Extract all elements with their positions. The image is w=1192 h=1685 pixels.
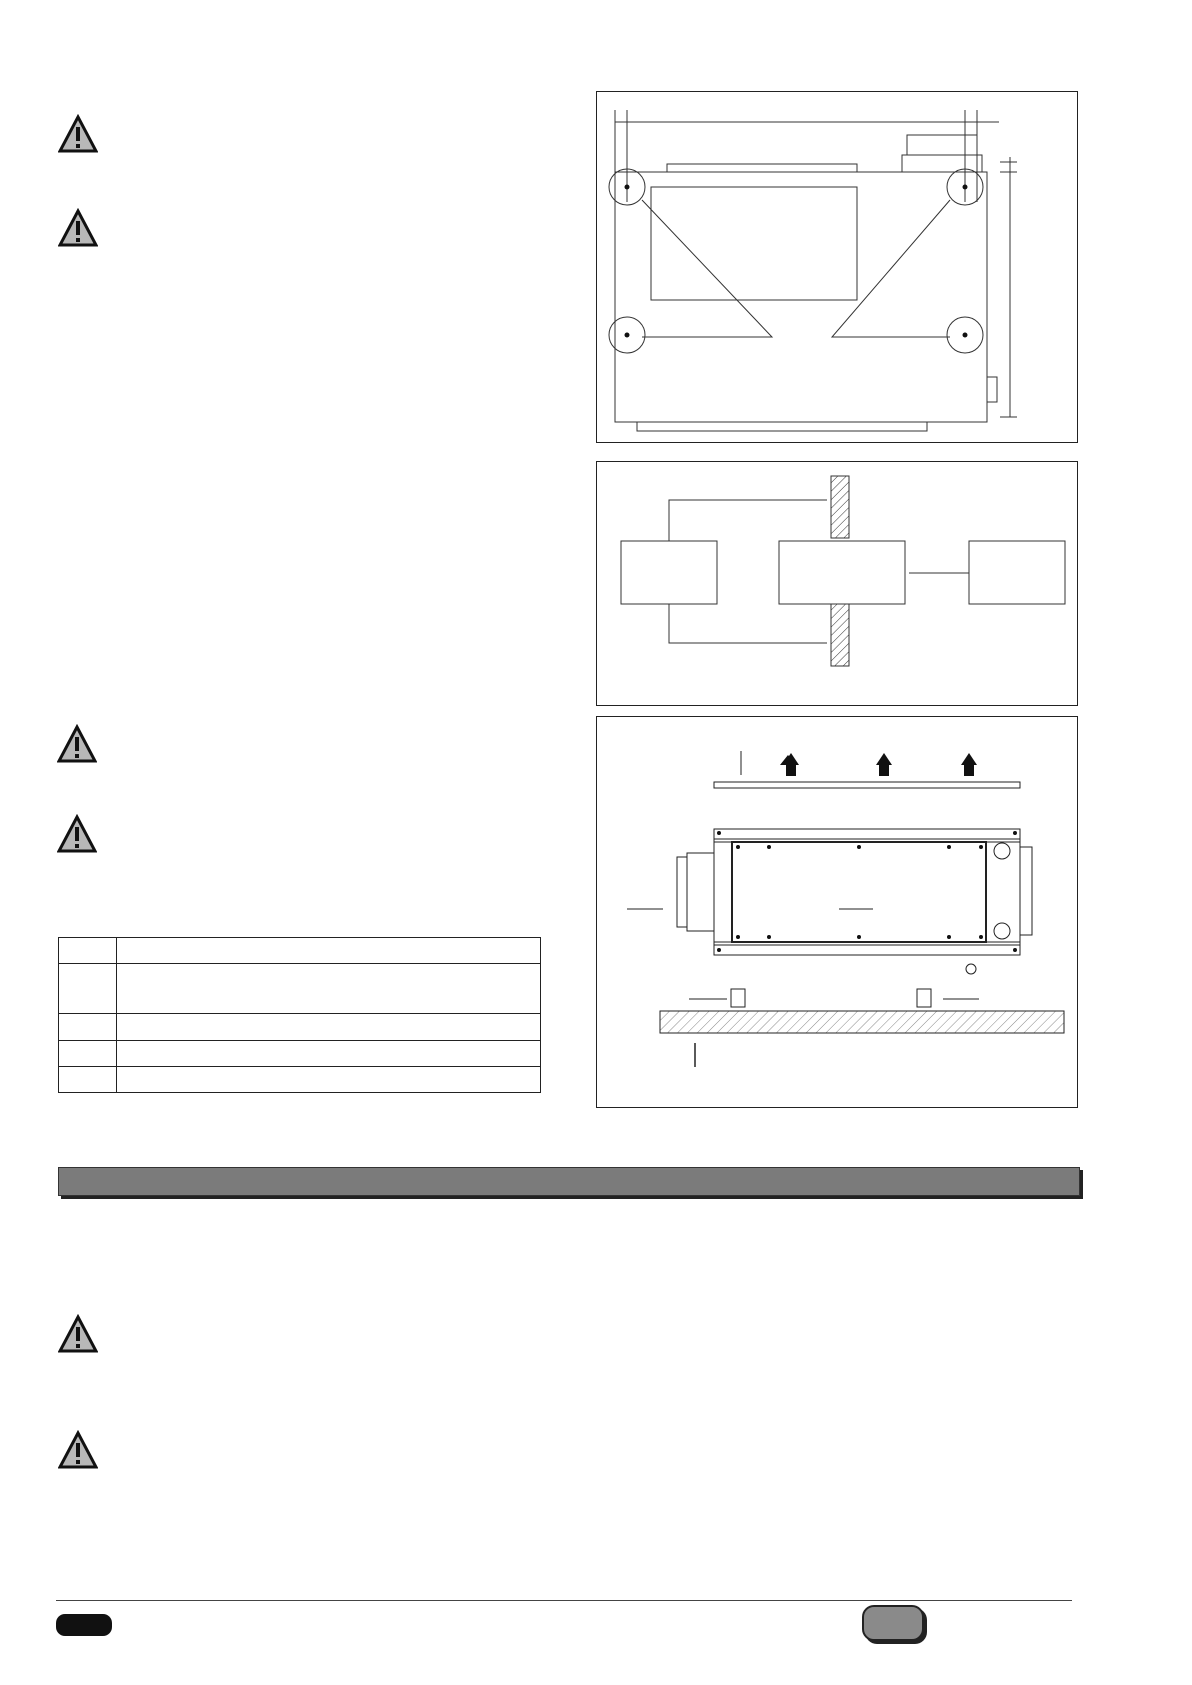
- warning-triangle-icon: [58, 208, 98, 248]
- table-row: [59, 1041, 541, 1067]
- table-cell-label: [59, 964, 117, 1014]
- figure-side-view-installation: [596, 716, 1078, 1108]
- table-cell-label: [59, 938, 117, 964]
- footer-page-badge: [862, 1605, 924, 1641]
- warning-triangle-icon: [57, 724, 97, 764]
- figure-top-view-mounting: [596, 91, 1078, 443]
- table-cell-value: [117, 1067, 541, 1093]
- drawing-block-diagram: [597, 462, 1079, 707]
- table-cell-label: [59, 1014, 117, 1041]
- table-cell-value: [117, 964, 541, 1014]
- table-row: [59, 938, 541, 964]
- table-cell-value: [117, 1041, 541, 1067]
- section-header-bar: [58, 1167, 1080, 1196]
- warning-triangle-icon: [58, 1314, 98, 1354]
- table-row: [59, 1014, 541, 1041]
- warning-triangle-icon: [57, 814, 97, 854]
- footer-left-badge: [56, 1614, 112, 1636]
- warning-triangle-icon: [58, 114, 98, 154]
- spec-table: [58, 937, 541, 1093]
- table-row: [59, 964, 541, 1014]
- table-cell-label: [59, 1067, 117, 1093]
- table-row: [59, 1067, 541, 1093]
- footer-rule: [56, 1600, 1072, 1601]
- warning-triangle-icon: [58, 1430, 98, 1470]
- table-cell-label: [59, 1041, 117, 1067]
- table-cell-value: [117, 938, 541, 964]
- drawing-side-view: [597, 717, 1079, 1109]
- figure-block-diagram: [596, 461, 1078, 706]
- table-cell-value: [117, 1014, 541, 1041]
- drawing-top-view: [597, 92, 1079, 444]
